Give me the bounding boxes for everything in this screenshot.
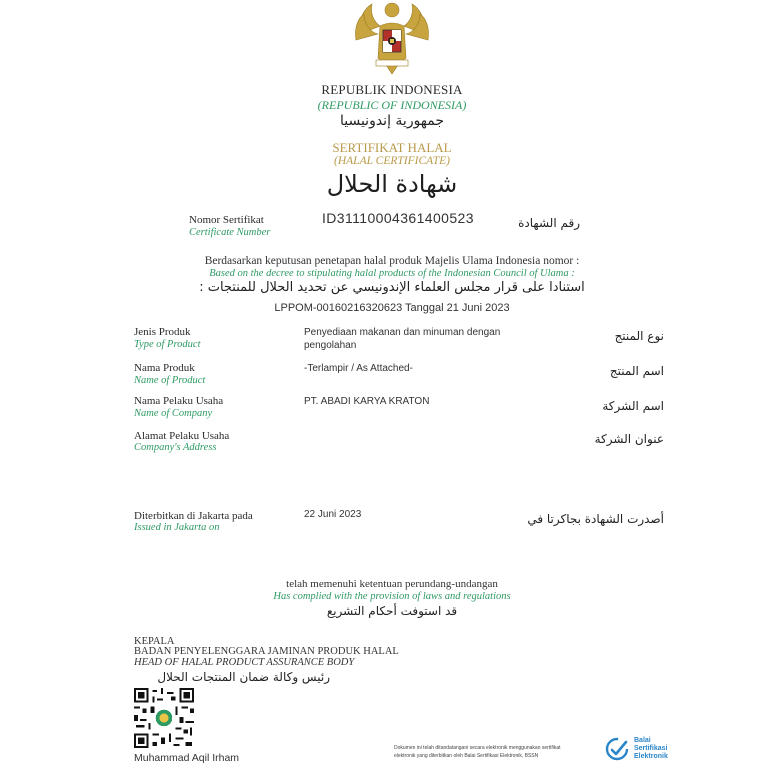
bsre-logo-icon (604, 736, 632, 762)
company-address-label: Alamat Pelaku Usaha (134, 430, 230, 442)
bsre-line-2: Sertifikasi (634, 745, 668, 752)
country-title: REPUBLIK INDONESIA (321, 82, 463, 97)
signatory-title-1: KEPALA (134, 636, 175, 647)
company-name-value: PT. ABADI KARYA KRATON (304, 396, 430, 407)
product-type-label-ar: نوع المنتج (614, 329, 664, 343)
company-name-label: Nama Pelaku Usaha (134, 395, 224, 407)
decree-text-ar: استنادا على قرار مجلس العلماء الإندونيسي عن تحديد الحلال للمنتجات : (199, 280, 585, 295)
garuda-emblem-icon (350, 0, 434, 76)
issued-date-label-ar: أصدرت الشهادة بجاكرتا في (527, 512, 664, 526)
product-type-value: Penyediaan makanan dan minuman dengan pengolahan (304, 327, 501, 351)
compliance-text: telah memenuhi ketentuan perundang-undangan (286, 578, 498, 590)
issued-date-label: Diterbitkan di Jakarta pada (134, 510, 253, 522)
compliance-text-en: Has complied with the provision of laws and regulations (273, 591, 511, 602)
bsre-line-3: Elektronik (634, 753, 668, 760)
product-type-label-en: Type of Product (134, 339, 201, 350)
product-name-value: -Terlampir / As Attached- (304, 363, 413, 374)
decree-number: LPPOM-00160216320623 Tanggal 21 Juni 2023 (274, 302, 510, 314)
certificate-title: SERTIFIKAT HALAL (332, 140, 452, 155)
compliance-text-ar: قد استوفت أحكام التشريع (326, 604, 458, 618)
signatory-title-2: BADAN PENYELENGGARA JAMINAN PRODUK HALAL (134, 646, 399, 657)
company-address-label-en: Company's Address (134, 442, 217, 453)
signatory-title-ar: رئيس وكالة ضمان المنتجات الحلال (157, 670, 330, 684)
certificate-title-en: (HALAL CERTIFICATE) (334, 155, 450, 167)
certificate-number-label-en: Certificate Number (189, 227, 271, 238)
decree-text: Berdasarkan keputusan penetapan halal produk Majelis Ulama Indonesia nomor : (204, 255, 580, 267)
country-title-en: (REPUBLIC OF INDONESIA) (317, 98, 467, 112)
certificate-number-label-ar: رقم الشهادة (518, 216, 580, 230)
decree-text-en: Based on the decree to stipulating halal products of the Indonesian Council of Ulama : (209, 268, 575, 279)
certificate-title-ar: شهادة الحلال (326, 170, 458, 198)
issued-date-value: 22 Juni 2023 (304, 509, 362, 520)
signatory-title-en: HEAD OF HALAL PRODUCT ASSURANCE BODY (134, 657, 355, 668)
signatory-name: Muhammad Aqil Irham (134, 752, 240, 764)
company-name-label-ar: اسم الشركة (602, 399, 664, 413)
country-title-ar: جمهورية إندونيسيا (339, 113, 445, 129)
product-name-label-ar: اسم المنتج (609, 364, 664, 378)
qr-code-icon[interactable] (134, 688, 194, 748)
company-name-label-en: Name of Company (134, 408, 213, 419)
issued-date-label-en: Issued in Jakarta on (134, 522, 220, 533)
e-signature-note (394, 744, 626, 760)
product-type-label: Jenis Produk (134, 326, 191, 338)
certificate-number-value: ID31110004361400523 (322, 210, 474, 226)
company-address-label-ar: عنوان الشركة (594, 432, 664, 446)
product-name-label: Nama Produk (134, 362, 195, 374)
bsre-line-1: Balai (634, 737, 651, 744)
e-signature-note-line-1: Dokumen ini telah ditandatangani secara elektronik menggunakan sertifikat (394, 745, 561, 751)
bsre-logo-text (634, 737, 668, 761)
e-signature-note-line-2: elektronik yang diterbitkan oleh Balai Sertifikasi Elektronik, BSSN (394, 753, 539, 759)
product-name-label-en: Name of Product (134, 375, 206, 386)
certificate-number-label: Nomor Sertifikat (189, 214, 264, 226)
